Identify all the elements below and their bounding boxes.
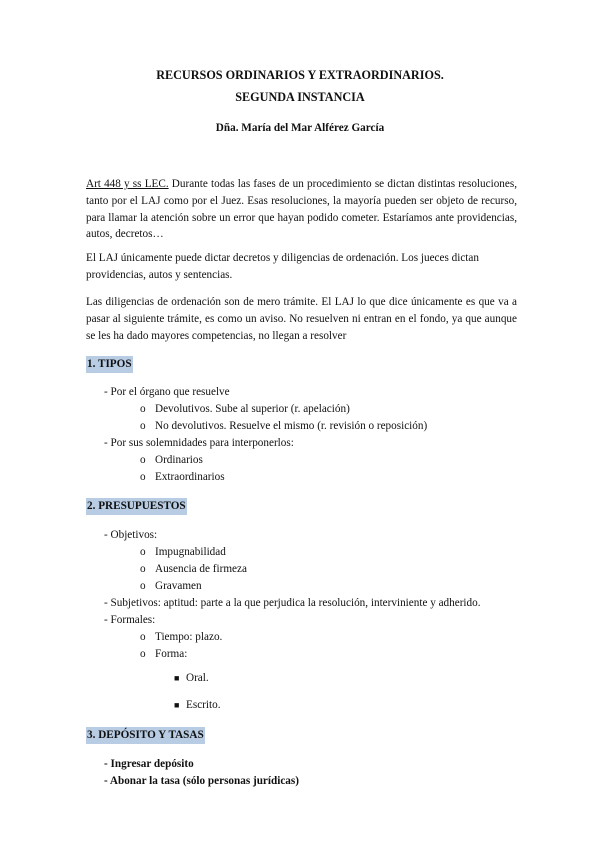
sub-list-item: o Ordinarios xyxy=(140,452,203,469)
sub-sub-list-item: ■ Escrito. xyxy=(174,697,221,714)
sub-list-item: o No devolutivos. Resuelve el mismo (r. revisión o reposición) xyxy=(140,418,427,435)
sub-list-item: o Forma: xyxy=(140,646,187,663)
circle-bullet-icon: o xyxy=(140,454,146,466)
circle-bullet-icon: o xyxy=(140,580,146,592)
intro-paragraph xyxy=(86,176,517,243)
document-title-line-1: RECURSOS ORDINARIOS Y EXTRAORDINARIOS. xyxy=(156,68,444,82)
sub-sub-list-item: ■ Oral. xyxy=(174,670,209,687)
list-item: - Por sus solemnidades para interponerlos: xyxy=(104,437,294,449)
document-title-line-2: SEGUNDA INSTANCIA xyxy=(235,90,365,104)
sub-list-item: o Devolutivos. Sube al superior (r. apelación) xyxy=(140,401,350,418)
laj-paragraph: El LAJ únicamente puede dictar decretos y diligencias de ordenación. Los jueces dictan providencias, autos y sentencias. xyxy=(86,252,479,281)
circle-bullet-icon: o xyxy=(140,648,146,660)
law-reference: Art 448 y ss LEC. xyxy=(86,178,169,190)
circle-bullet-icon: o xyxy=(140,546,146,558)
list-item: - Formales: xyxy=(104,614,156,626)
sub-list-item: o Gravamen xyxy=(140,578,202,595)
circle-bullet-icon: o xyxy=(140,471,146,483)
circle-bullet-icon: o xyxy=(140,403,146,415)
list-item: - Objetivos: xyxy=(104,529,158,541)
list-item: - Por el órgano que resuelve xyxy=(104,386,230,398)
intro-paragraph-text: Durante todas las fases de un procedimiento se dictan distintas resoluciones, tanto por el LAJ como por el Juez. Esas resoluciones, la mayoría pueden ser objeto de recurso, para llamar la atención sobre un error que hayan podido cometer. Estaríamos ante providencias, autos, decretos… xyxy=(86,178,518,241)
sub-list-item: o Impugnabilidad xyxy=(140,544,226,561)
circle-bullet-icon: o xyxy=(140,420,146,432)
section-heading-presupuestos: 2. PRESUPUESTOS xyxy=(86,498,187,515)
diligencias-paragraph: Las diligencias de ordenación son de mero trámite. El LAJ lo que dice únicamente es que va a pasar al siguiente trámite, es como un aviso. No resuelven ni entran en el fondo, ya que aunque se les ha dado mayores competencias, no llegan a resolver xyxy=(86,296,517,342)
square-bullet-icon: ■ xyxy=(174,673,180,683)
section-heading-deposito: 3. DEPÓSITO Y TASAS xyxy=(86,727,205,744)
list-item: - Abonar la tasa (sólo personas jurídicas) xyxy=(104,775,299,787)
list-item: - Subjetivos: aptitud: parte a la que perjudica la resolución, interviniente y adherido. xyxy=(104,597,481,609)
document-author: Dña. María del Mar Alférez García xyxy=(215,122,385,134)
section-heading-tipos: 1. TIPOS xyxy=(86,356,133,373)
circle-bullet-icon: o xyxy=(140,563,146,575)
circle-bullet-icon: o xyxy=(140,631,146,643)
list-item: - Ingresar depósito xyxy=(104,758,194,770)
sub-list-item: o Ausencia de firmeza xyxy=(140,561,247,578)
sub-list-item: o Tiempo: plazo. xyxy=(140,629,222,646)
square-bullet-icon: ■ xyxy=(174,700,180,710)
sub-list-item: o Extraordinarios xyxy=(140,469,225,486)
